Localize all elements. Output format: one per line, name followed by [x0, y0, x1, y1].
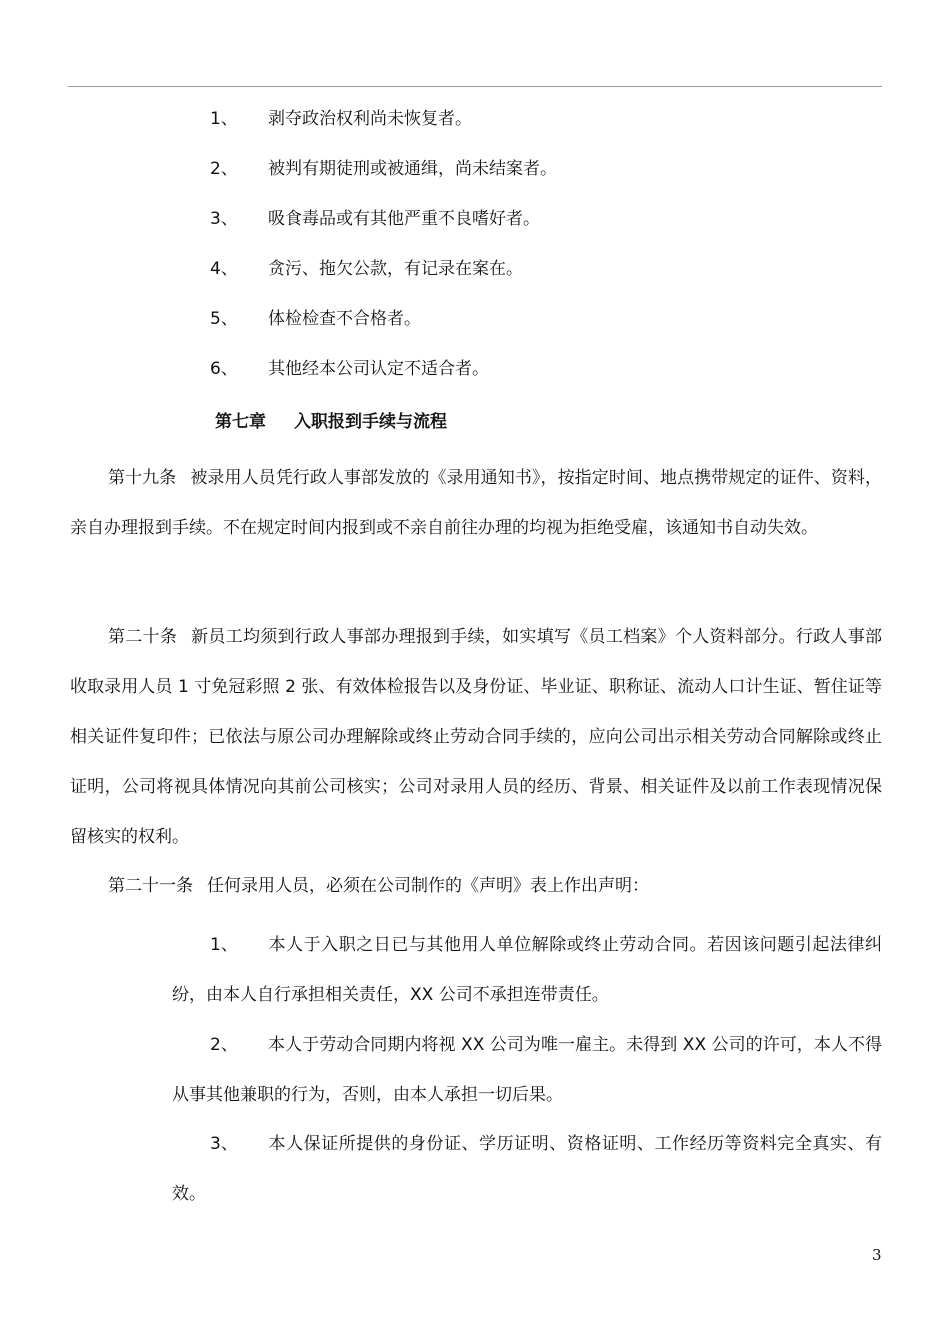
- declaration-number: 2、: [210, 1035, 238, 1055]
- list-item-number: 4、: [210, 259, 238, 279]
- declaration-number: 1、: [210, 935, 238, 955]
- declaration-item: [172, 1119, 882, 1219]
- article-label: 第二十一条: [108, 876, 193, 896]
- list-item-number: 3、: [210, 209, 238, 229]
- article-21: [70, 861, 882, 911]
- header-rule: [68, 86, 882, 87]
- chapter-heading: [215, 407, 447, 432]
- list-item-number: 5、: [210, 309, 238, 329]
- list-item-number: 2、: [210, 159, 238, 179]
- chapter-title: 入职报到手续与流程: [294, 412, 447, 432]
- article-label: 第十九条: [108, 468, 177, 488]
- declaration-text: 本人保证所提供的身份证、学历证明、资格证明、工作经历等资料完全真实、有效。: [172, 1134, 882, 1204]
- list-item-number: 1、: [210, 109, 238, 129]
- list-item-number: 6、: [210, 359, 238, 379]
- list-item-text: 贪污、拖欠公款，有记录在案在。: [268, 259, 523, 279]
- article-20: [70, 612, 882, 862]
- article-label: 第二十条: [108, 627, 178, 647]
- declaration-item: [172, 1020, 882, 1120]
- list-item-text: 体检检查不合格者。: [268, 309, 421, 329]
- list-item-text: 其他经本公司认定不适合者。: [268, 359, 489, 379]
- article-text: 新员工均须到行政人事部办理报到手续，如实填写《员工档案》个人资料部分。行政人事部收取录用人员 1 寸免冠彩照 2 张、有效体检报告以及身份证、毕业证、职称证、流动人口计生证、暂住证等相关证件复印件；已依法与原公司办理解除或终止劳动合同手续的，应向公司出示相关劳动合同解除或终止证明，公司将视具体情况向其前公司核实；公司对录用人员的经历、背景、相关证件及以前工作表现情况保留核实的权利。: [70, 627, 883, 847]
- declaration-text: 本人于劳动合同期内将视 XX 公司为唯一雇主。未得到 XX 公司的许可，本人不得从事其他兼职的行为，否则，由本人承担一切后果。: [172, 1035, 882, 1105]
- article-text: 任何录用人员，必须在公司制作的《声明》表上作出声明：: [207, 876, 649, 896]
- article-text: 被录用人员凭行政人事部发放的《录用通知书》，按指定时间、地点携带规定的证件、资料，亲自办理报到手续。不在规定时间内报到或不亲自前往办理的均视为拒绝受雇，该通知书自动失效。: [70, 468, 883, 538]
- declaration-number: 3、: [210, 1134, 238, 1154]
- chapter-number: 第七章: [215, 412, 266, 432]
- article-19: [70, 453, 882, 553]
- declaration-text: 本人于入职之日已与其他用人单位解除或终止劳动合同。若因该问题引起法律纠纷，由本人自行承担相关责任，XX 公司不承担连带责任。: [172, 935, 882, 1005]
- page-number: 3: [872, 1246, 882, 1264]
- list-item-text: 吸食毒品或有其他严重不良嗜好者。: [268, 209, 540, 229]
- list-item-text: 被判有期徒刑或被通缉，尚未结案者。: [268, 159, 557, 179]
- list-item-text: 剥夺政治权利尚未恢复者。: [268, 109, 472, 129]
- declaration-item: [172, 920, 882, 1020]
